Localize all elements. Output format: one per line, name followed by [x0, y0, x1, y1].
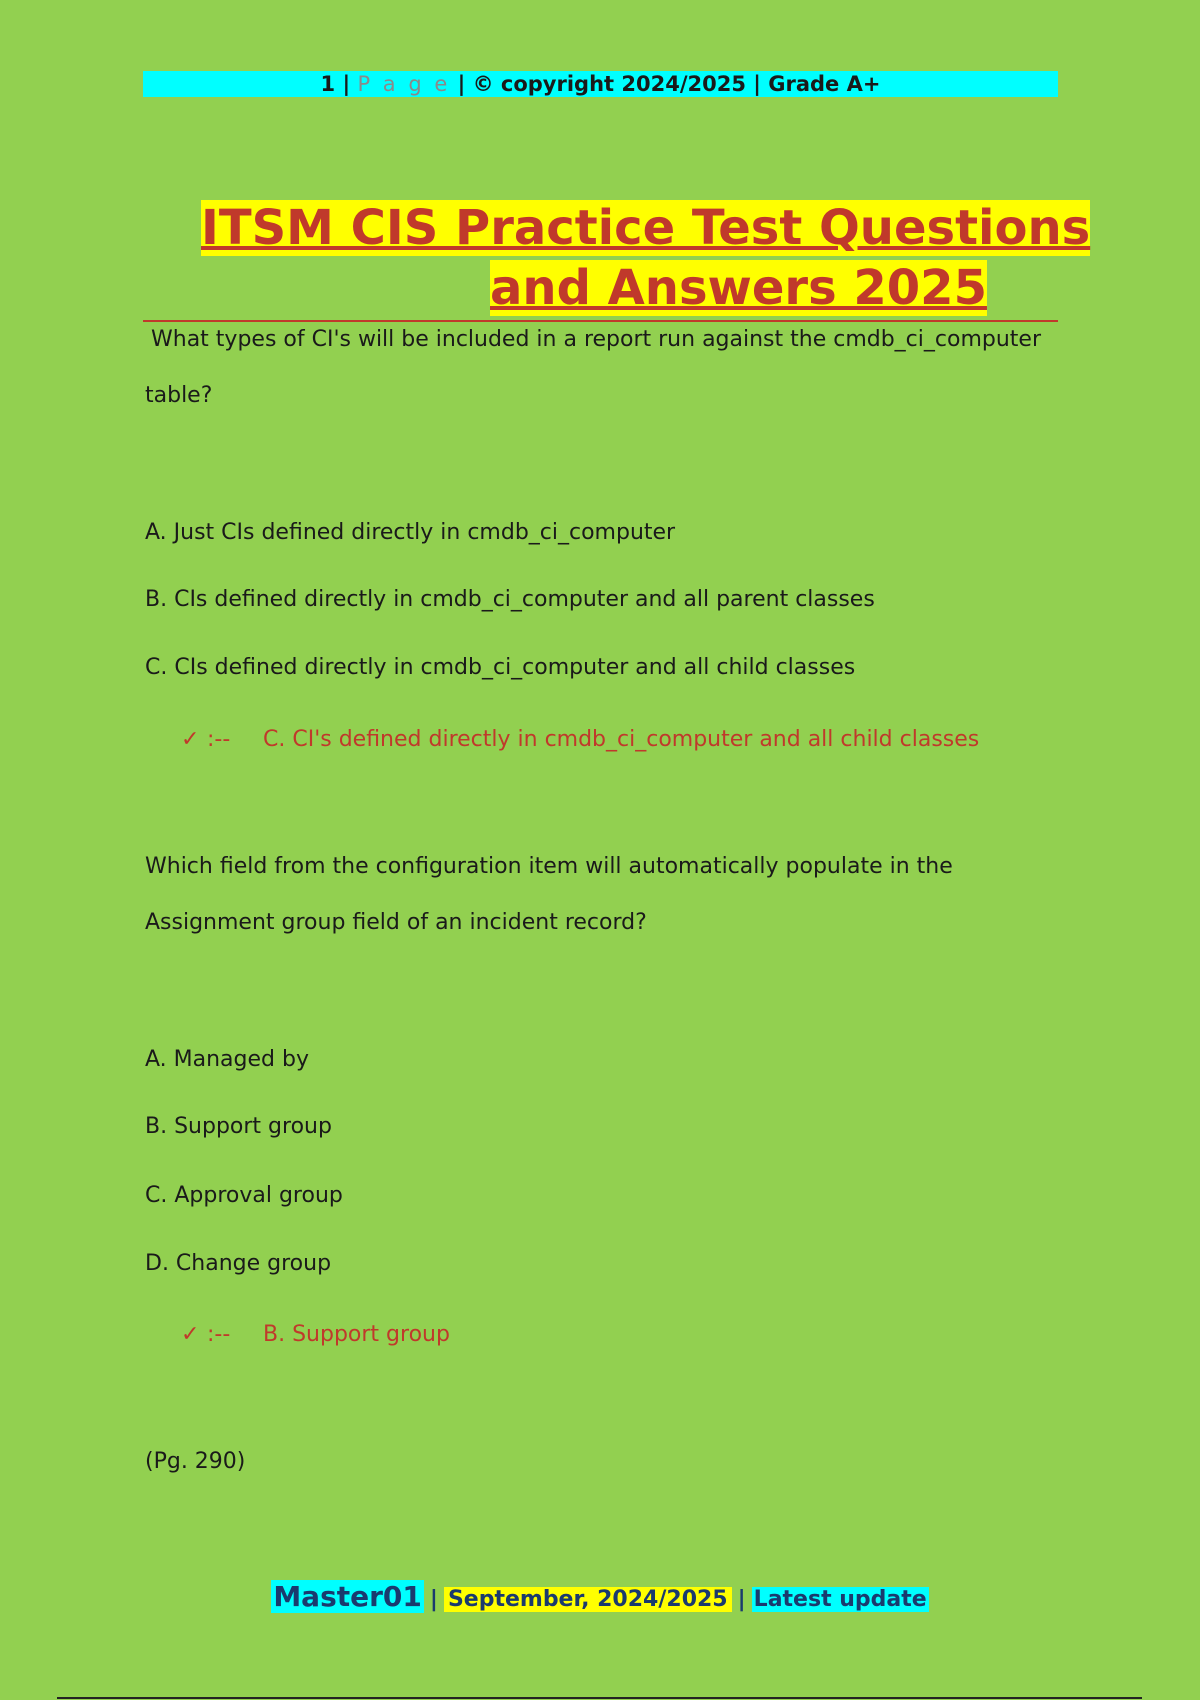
question-1-option-b: B. CIs defined directly in cmdb_ci_computer and all parent classes	[145, 587, 875, 612]
footer-divider	[57, 1697, 1142, 1699]
page-reference: (Pg. 290)	[145, 1449, 246, 1474]
footer-status: Latest update	[753, 1587, 927, 1612]
question-1-option-a: A. Just CIs defined directly in cmdb_ci_computer	[145, 520, 676, 545]
question-2-line-2: Assignment group field of an incident record?	[145, 910, 647, 935]
answer-marker: :--	[207, 727, 231, 752]
question-1-answer-text: C. CI's defined directly in cmdb_ci_computer and all child classes	[263, 727, 980, 752]
question-2-answer-text: B. Support group	[263, 1322, 450, 1347]
question-2-line-1: Which field from the configuration item will automatically populate in the	[145, 854, 953, 879]
question-1-answer	[181, 727, 979, 752]
page-number: 1	[320, 72, 336, 96]
question-1-line-2: table?	[145, 383, 213, 408]
title-line-2: and Answers 2025	[490, 260, 987, 316]
page-label: P a g e	[357, 72, 451, 96]
question-2-option-a: A. Managed by	[145, 1047, 309, 1072]
question-2-answer	[181, 1322, 450, 1347]
footer-author: Master01	[273, 1580, 422, 1613]
question-1-line-1: What types of CI's will be included in a report run against the cmdb_ci_computer	[151, 327, 1041, 352]
footer-date: September, 2024/2025	[444, 1587, 732, 1612]
question-2-text	[145, 839, 1045, 951]
question-2-option-d: D. Change group	[145, 1251, 332, 1276]
copyright-text: © copyright 2024/2025	[472, 72, 746, 96]
question-2-option-b: B. Support group	[145, 1114, 332, 1139]
check-icon: ✓	[181, 1322, 200, 1347]
page-footer: Master01 | September, 2024/2025 | Latest update	[273, 1580, 927, 1613]
page-header: 1 | P a g e | © copyright 2024/2025 | Grade A+	[143, 71, 1058, 97]
document-title	[143, 198, 1091, 318]
grade-text: Grade A+	[768, 72, 881, 96]
title-line-1: ITSM CIS Practice Test Questions	[201, 200, 1091, 256]
answer-marker: :--	[207, 1322, 231, 1347]
question-2-option-c: C. Approval group	[145, 1183, 343, 1208]
question-1-option-c: C. CIs defined directly in cmdb_ci_computer and all child classes	[145, 655, 856, 680]
question-1-text	[145, 312, 1045, 424]
check-icon: ✓	[181, 727, 200, 752]
